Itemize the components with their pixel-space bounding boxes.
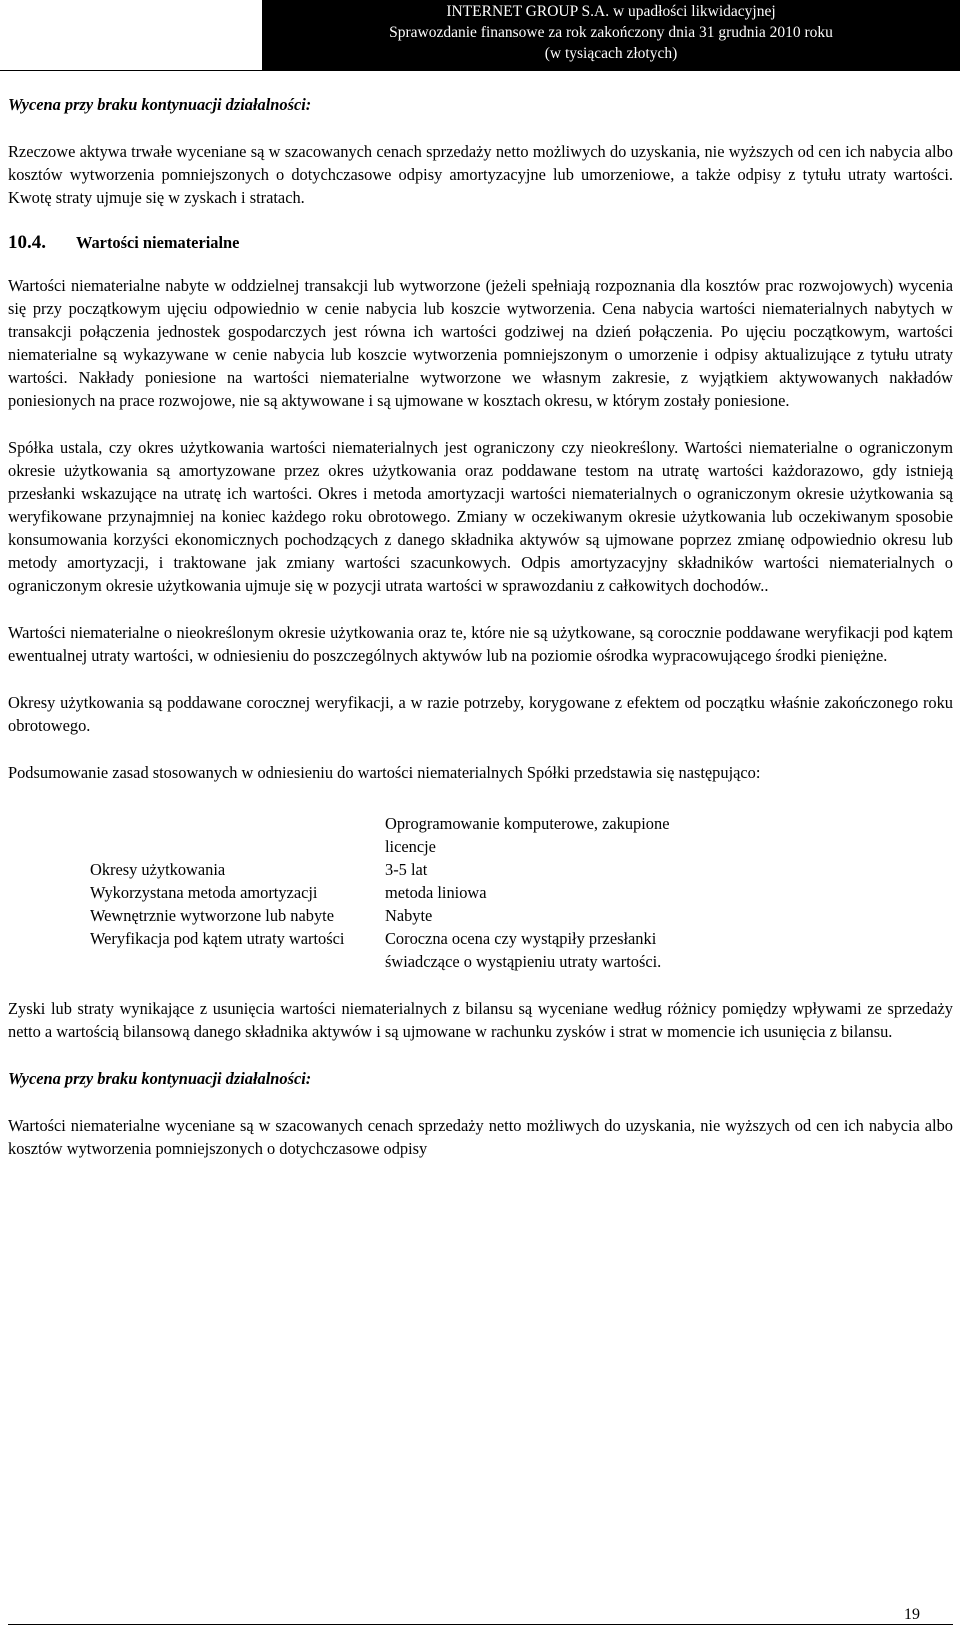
table-row-label: Okresy użytkowania (90, 860, 226, 879)
paragraph-indefinite-life: Wartości niematerialne o nieokreślonym okresie użytkowania oraz te, które nie są użytkowane, są corocznie poddawane weryfikacji pod kątem ewentualnej utraty wartości, w odniesieniu do poszczególnych aktywów lub na poziomie ośrodka wypracowującego środki pieniężne. (8, 623, 953, 665)
header-rule (0, 70, 960, 71)
table-row-value: metoda liniowa (385, 883, 487, 902)
document-body (8, 93, 953, 1160)
paragraph-tangible-assets: Rzeczowe aktywa trwałe wyceniane są w szacowanych cenach sprzedaży netto możliwych do uzyskania, nie wyższych od cen ich nabycia albo kosztów wytworzenia pomniejszonych o dotychczasowe odpisy amortyzacyjne lub umorzeniowe, a także odpisy z tytułu utraty wartości. Kwotę straty ujmuje się w zyskach i stratach. (8, 142, 953, 207)
section-heading-no-going-concern-2: Wycena przy braku kontynuacji działalności: (8, 1069, 312, 1088)
table-row-label: Weryfikacja pod kątem utraty wartości (90, 929, 345, 948)
paragraph-intangibles-recognition: Wartości niematerialne nabyte w oddzielnej transakcji lub wytworzone (jeżeli spełniają rozpoznania dla kosztów prac rozwojowych) wycenia się przy początkowym ujęciu odpowiednio w cenie nabycia lub koszcie wytworzenia. Cena nabycia wartości niematerialnych nabytych w transakcji połączenia jednostek gospodarczych jest równa ich wartości godziwej na dzień połączenia. Po ujęciu początkowym, wartości niematerialne są wykazywane w cenie nabycia lub koszcie wytworzenia pomniejszonym o umorzenie i odpisy aktualizujące z tytułu utraty wartości. Nakłady poniesione na wartości niematerialne wytworzone we własnym zakresie, z wyjątkiem aktywowanych nakładów poniesionych na prace rozwojowe, nie są aktywowane i są ujmowane w kosztach okresu, w którym zostały poniesione. (8, 276, 953, 410)
header-units: (w tysiącach złotych) (544, 45, 678, 62)
section-heading-10-4 (8, 231, 953, 254)
summary-table (90, 812, 685, 973)
footer-rule (8, 1624, 953, 1625)
paragraph-intangibles-valuation: Wartości niematerialne wyceniane są w szacowanych cenach sprzedaży netto możliwych do uzyskania, nie wyższych od cen ich nabycia albo kosztów wytworzenia pomniejszonych o dotychczasowe odpisy (8, 1116, 953, 1158)
header-banner (262, 0, 960, 70)
page-number: 19 (904, 1606, 920, 1623)
table-row-value: Nabyte (385, 906, 433, 925)
table-header-empty (90, 812, 385, 858)
header-company: INTERNET GROUP S.A. w upadłości likwidacyjnej (446, 3, 776, 20)
table-row (90, 904, 685, 927)
paragraph-summary-intro: Podsumowanie zasad stosowanych w odniesieniu do wartości niematerialnych Spółki przedstawia się następująco: (8, 763, 761, 782)
page-header (0, 0, 960, 71)
table-column-header: Oprogramowanie komputerowe, zakupione licencje (385, 814, 670, 856)
header-report-title: Sprawozdanie finansowe za rok zakończony dnia 31 grudnia 2010 roku (389, 24, 833, 41)
table-row (90, 858, 685, 881)
table-header-row (90, 812, 685, 858)
table-row-label: Wewnętrznie wytworzone lub nabyte (90, 906, 334, 925)
paragraph-useful-life: Spółka ustala, czy okres użytkowania wartości niematerialnych jest ograniczony czy nieokreślony. Wartości niematerialne o ograniczonym okresie użytkowania są amortyzowane przez okres użytkowania oraz poddawane testom na utratę wartości każdorazowo, gdy istnieją przesłanki wskazujące na utratę ich wartości. Okres i metoda amortyzacji wartości niematerialnych o ograniczonym okresie użytkowania są weryfikowane przynajmniej na koniec każdego roku obrotowego. Zmiany w oczekiwanym okresie użytkowania lub oczekiwanym sposobie konsumowania korzyści ekonomicznych pochodzących z danego składnika aktywów są ujmowane poprzez zmianę odpowiednio okresu lub metody amortyzacji, i traktowane jak zmiany wartości szacunkowych. Odpis amortyzacyjny składników wartości niematerialnych o ograniczonym okresie użytkowania ujmuje się w pozycji utrata wartości w sprawozdaniu z całkowitych dochodów.. (8, 438, 953, 595)
section-heading-no-going-concern: Wycena przy braku kontynuacji działalności: (8, 95, 312, 114)
table-row-value: 3-5 lat (385, 860, 428, 879)
table-row (90, 881, 685, 904)
section-number: 10.4. (8, 232, 46, 253)
table-row (90, 927, 685, 973)
table-row-label: Wykorzystana metoda amortyzacji (90, 883, 318, 902)
paragraph-derecognition: Zyski lub straty wynikające z usunięcia wartości niematerialnych z bilansu są wyceniane według różnicy pomiędzy wpływami ze sprzedaży netto a wartością bilansową danego składnika aktywów i są ujmowane w rachunku zysków i strat w momencie ich usunięcia z bilansu. (8, 999, 953, 1041)
paragraph-useful-life-review: Okresy użytkowania są poddawane corocznej weryfikacji, a w razie potrzeby, korygowane z efektem od początku właśnie zakończonego roku obrotowego. (8, 693, 953, 735)
section-title: Wartości niematerialne (76, 233, 240, 252)
table-row-value: Coroczna ocena czy wystąpiły przesłanki świadczące o wystąpieniu utraty wartości. (385, 929, 662, 971)
